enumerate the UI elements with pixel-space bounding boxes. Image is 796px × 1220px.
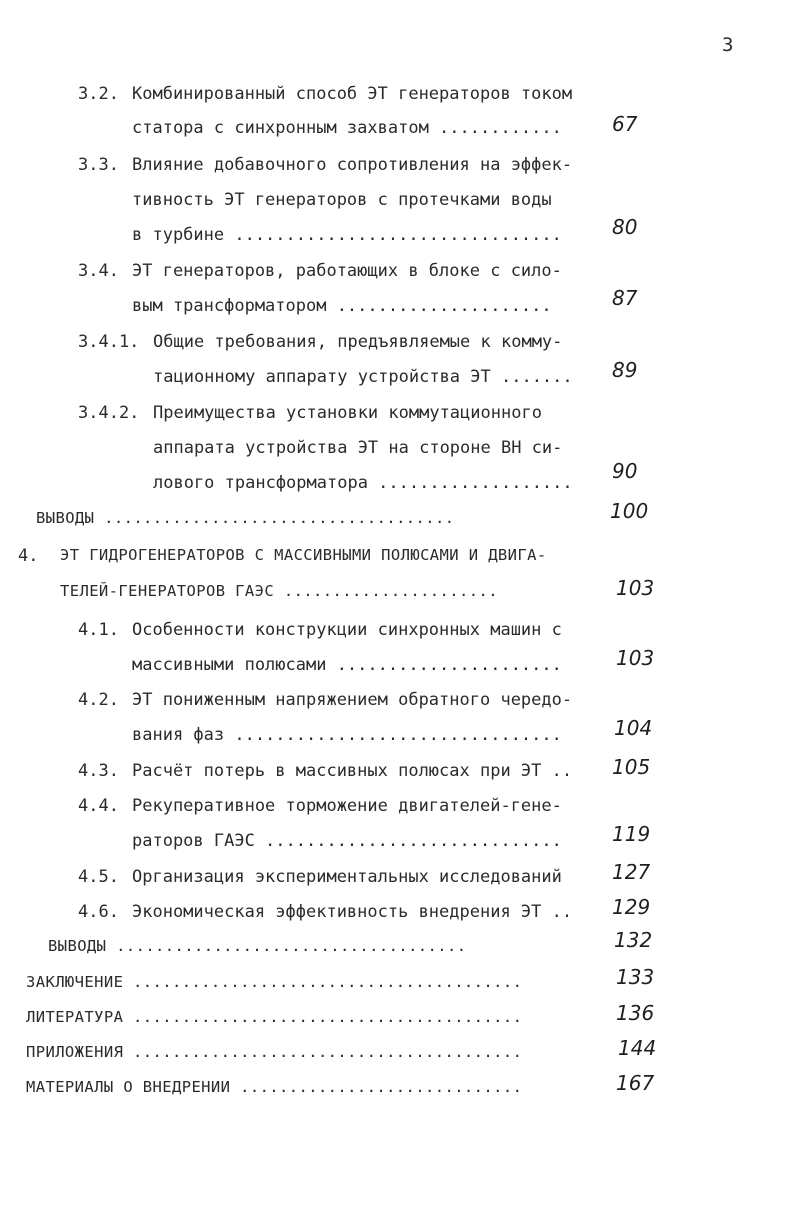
toc-entry-page: 127 — [612, 860, 651, 884]
toc-entry-page: 167 — [616, 1071, 655, 1095]
toc-entry-number: 4.1. — [78, 620, 119, 640]
toc-entry-text: ТЕЛЕЙ-ГЕНЕРАТОРОВ ГАЭС ...................... — [60, 582, 498, 600]
toc-entry-page: 90 — [612, 459, 638, 483]
toc-entry-text: ЭТ пониженным напряжением обратного чередо- — [132, 690, 573, 710]
page-number: 3 — [722, 34, 734, 56]
toc-entry-text: лового трансформатора ................... — [153, 473, 573, 493]
toc-entry-number: 3.4.1. — [78, 332, 140, 352]
toc-entry-text: Рекуперативное торможение двигателей-гене- — [132, 796, 562, 816]
toc-entry-page: 89 — [612, 358, 638, 382]
toc-entry-text: вания фаз ................................ — [132, 725, 562, 745]
toc-entry-page: 80 — [612, 215, 638, 239]
toc-entry-number: 4.5. — [78, 867, 119, 887]
toc-entry-page: 136 — [616, 1001, 655, 1025]
toc-entry-page: 104 — [614, 716, 653, 740]
toc-entry-text: Особенности конструкции синхронных машин с — [132, 620, 562, 640]
toc-entry-text: раторов ГАЭС ............................. — [132, 831, 562, 851]
toc-entry-text: статора с синхронным захватом ............ — [132, 118, 562, 138]
toc-entry-text: тационному аппарату устройства ЭТ ....... — [153, 367, 573, 387]
toc-entry-page: 87 — [612, 286, 638, 310]
toc-entry-number: 4.4. — [78, 796, 119, 816]
toc-entry-number: 3.4.2. — [78, 403, 140, 423]
toc-entry-text: Экономическая эффективность внедрения ЭТ .. — [132, 902, 573, 922]
toc-entry-text: ВЫВОДЫ .................................... — [36, 509, 455, 527]
toc-entry-page: 132 — [614, 928, 653, 952]
toc-entry-text: ЭТ ГИДРОГЕНЕРАТОРОВ С МАССИВНЫМИ ПОЛЮСАМИ И ДВИГА- — [60, 546, 547, 564]
toc-entry-text: МАТЕРИАЛЫ О ВНЕДРЕНИИ ............................. — [26, 1078, 523, 1096]
toc-entry-page: 129 — [612, 895, 651, 919]
toc-entry-page: 105 — [612, 755, 651, 779]
toc-entry-number: 4.6. — [78, 902, 119, 922]
toc-entry-text: тивность ЭТ генераторов с протечками воды — [132, 190, 552, 210]
toc-entry-number: 4.2. — [78, 690, 119, 710]
toc-entry-page: 103 — [616, 646, 655, 670]
toc-entry-page: 144 — [618, 1036, 657, 1060]
toc-entry-text: Преимущества установки коммутационного — [153, 403, 542, 423]
toc-entry-number: 4.3. — [78, 761, 119, 781]
toc-entry-text: ЗАКЛЮЧЕНИЕ ........................................ — [26, 973, 523, 991]
toc-entry-text: ВЫВОДЫ .................................... — [48, 937, 467, 955]
toc-entry-text: массивными полюсами ...................... — [132, 655, 562, 675]
toc-entry-page: 133 — [616, 965, 655, 989]
toc-entry-text: ПРИЛОЖЕНИЯ ........................................ — [26, 1043, 523, 1061]
toc-entry-page: 103 — [616, 576, 655, 600]
toc-entry-text: вым трансформатором ..................... — [132, 296, 552, 316]
toc-entry-number: 3.4. — [78, 261, 119, 281]
toc-entry-page: 67 — [612, 112, 638, 136]
toc-entry-number: 3.2. — [78, 84, 119, 104]
toc-entry-page: 119 — [612, 822, 651, 846]
toc-entry-text: ЛИТЕРАТУРА ........................................ — [26, 1008, 523, 1026]
toc-entry-text: ЭТ генераторов, работающих в блоке с сило- — [132, 261, 562, 281]
toc-entry-page: 100 — [610, 499, 649, 523]
toc-entry-text: в турбине ................................ — [132, 225, 562, 245]
toc-entry-text: Комбинированный способ ЭТ генераторов током — [132, 84, 573, 104]
toc-entry-text: Влияние добавочного сопротивления на эффек- — [132, 155, 573, 175]
toc-entry-text: Расчёт потерь в массивных полюсах при ЭТ .. — [132, 761, 573, 781]
toc-entry-text: Общие требования, предъявляемые к комму- — [153, 332, 563, 352]
toc-entry-number: 4. — [18, 546, 39, 566]
toc-entry-number: 3.3. — [78, 155, 119, 175]
toc-entry-text: Организация экспериментальных исследований — [132, 867, 562, 887]
toc-entry-text: аппарата устройства ЭТ на стороне ВН си- — [153, 438, 563, 458]
